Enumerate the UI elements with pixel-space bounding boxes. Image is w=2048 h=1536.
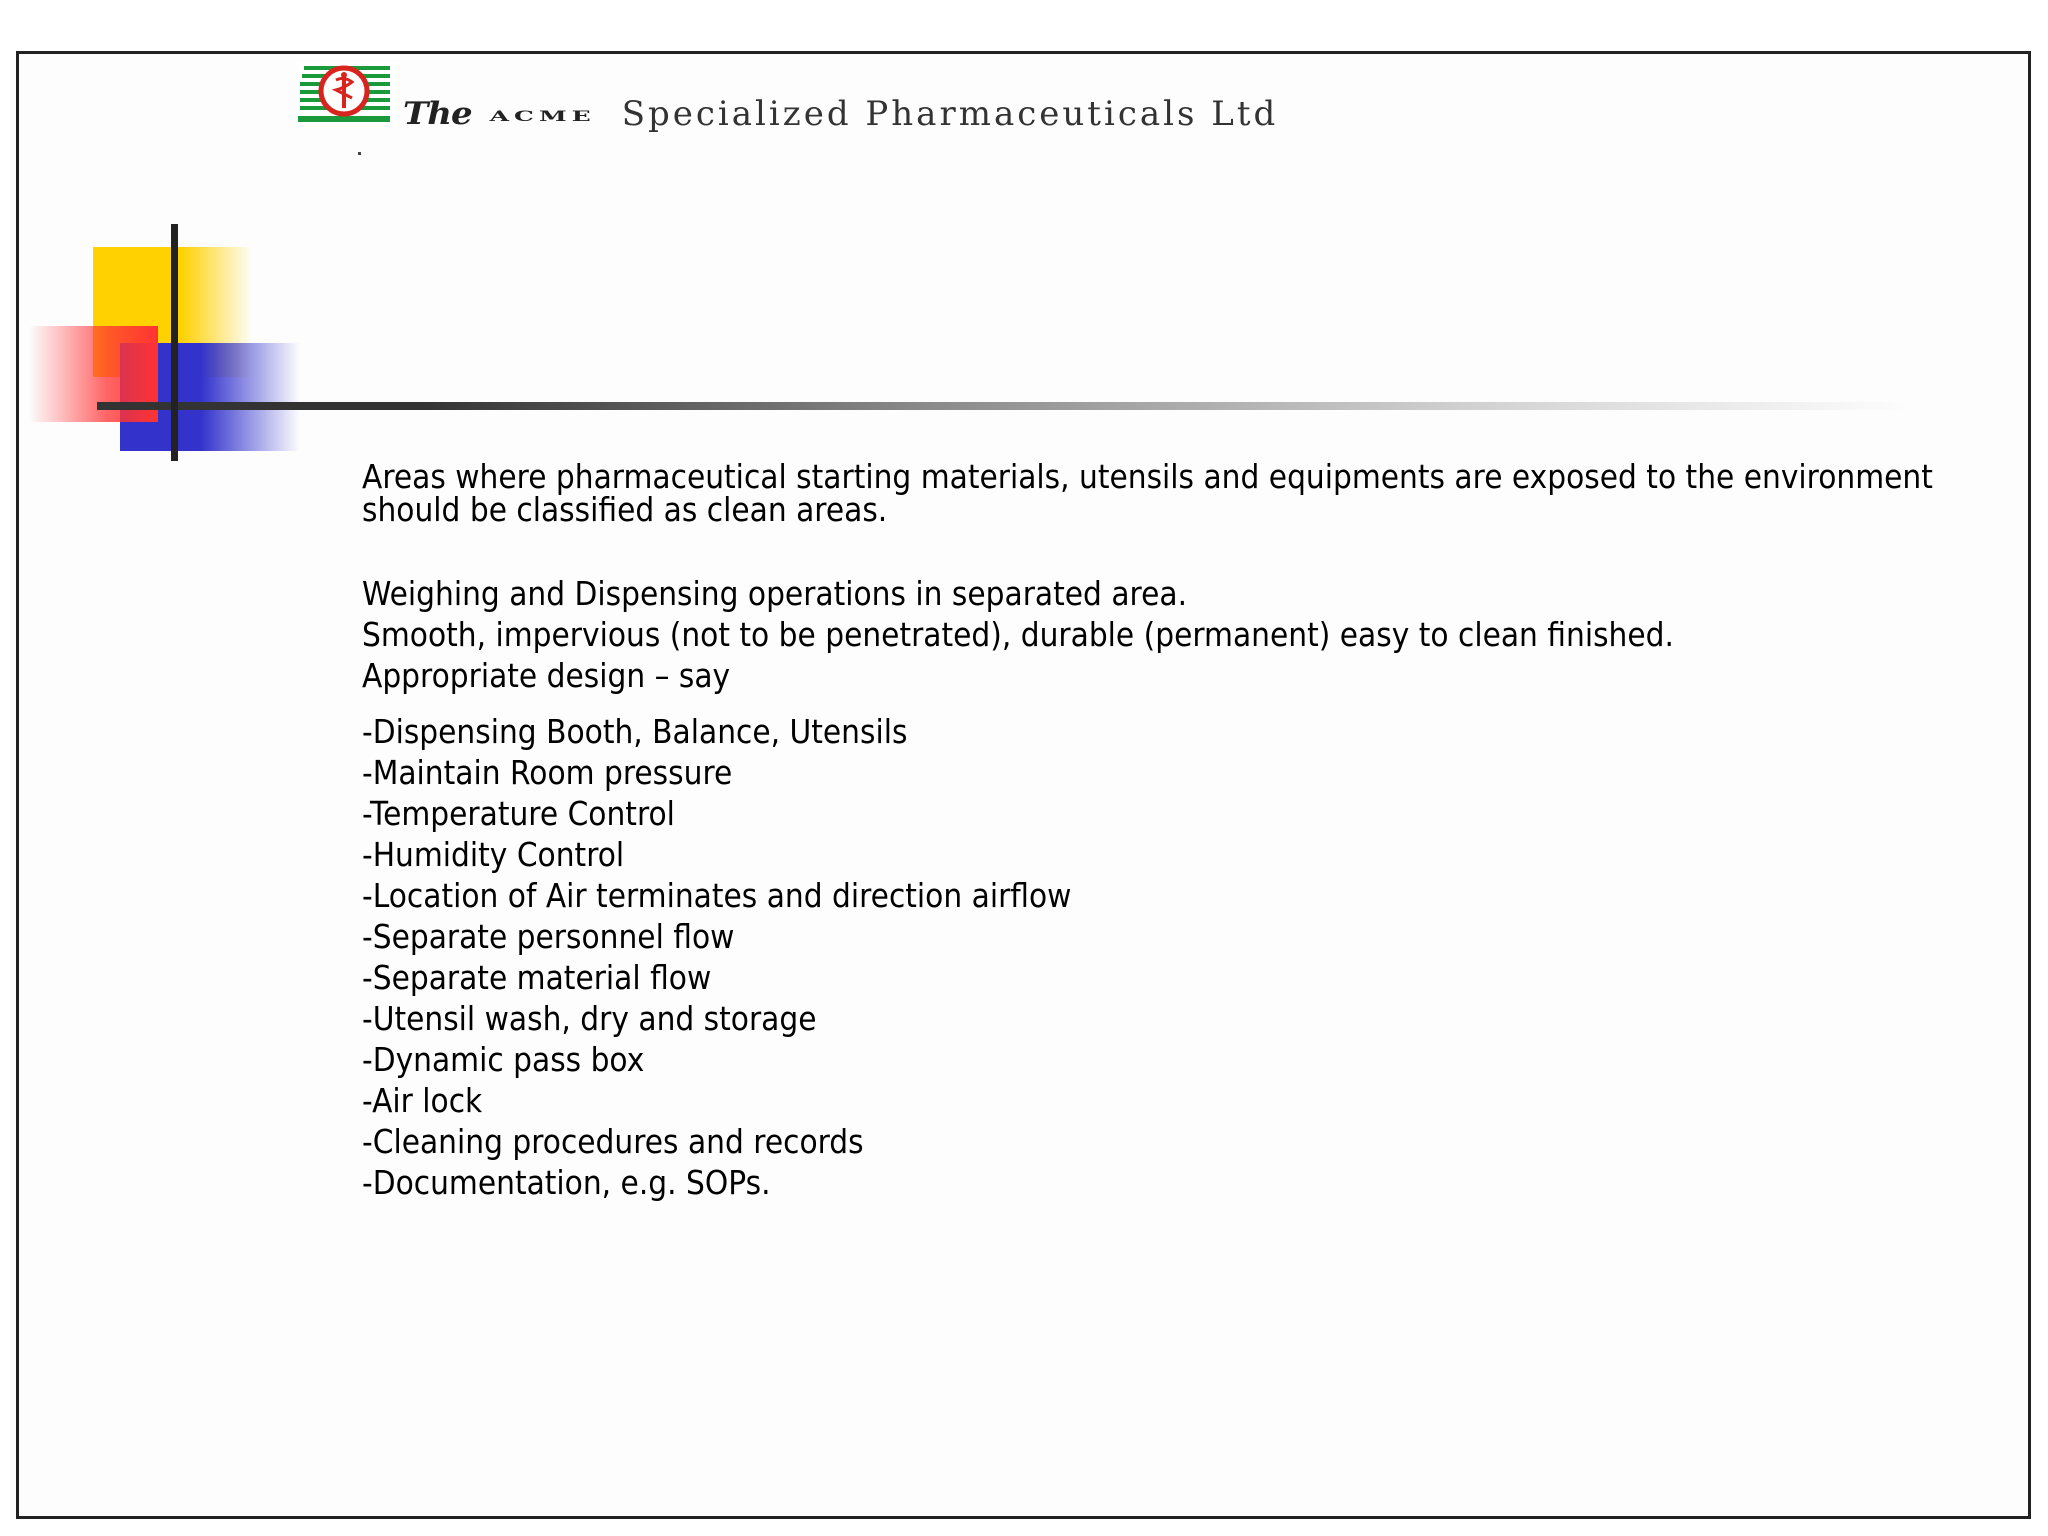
intro-paragraph: Areas where pharmaceutical starting materials, utensils and equipments are exposed to the environment should be classified as clean areas. — [362, 457, 1933, 529]
list-item: -Temperature Control — [362, 794, 675, 833]
requirement-line: Appropriate design – say — [362, 656, 731, 695]
list-item: -Separate personnel flow — [362, 917, 735, 956]
requirements-block — [362, 573, 1838, 696]
list-item: -Maintain Room pressure — [362, 753, 733, 792]
list-item: -Cleaning procedures and records — [362, 1122, 864, 1161]
design-items-list — [362, 711, 1838, 1203]
decor-vertical-rule — [171, 224, 178, 461]
brand-rest: Specialized Pharmaceuticals Ltd — [621, 94, 1279, 134]
list-item: -Humidity Control — [362, 835, 625, 874]
list-item: -Location of Air terminates and direction airflow — [362, 876, 1072, 915]
requirement-line: Weighing and Dispensing operations in separated area. — [362, 574, 1188, 613]
brand-acme: ACME — [489, 108, 596, 125]
list-item: -Utensil wash, dry and storage — [362, 999, 817, 1038]
list-item: -Air lock — [362, 1081, 483, 1120]
list-item: -Dynamic pass box — [362, 1040, 645, 1079]
list-item: -Dispensing Booth, Balance, Utensils — [362, 712, 908, 751]
list-item: -Separate material flow — [362, 958, 712, 997]
slide — [16, 51, 2031, 1519]
acme-caduceus-logo-icon — [298, 62, 398, 128]
decor-horizontal-rule — [97, 402, 1907, 410]
list-item: -Documentation, e.g. SOPs. — [362, 1163, 771, 1202]
company-name — [403, 94, 1278, 144]
requirement-line: Smooth, impervious (not to be penetrated), durable (permanent) easy to clean finished. — [362, 615, 1674, 654]
brand-the: The — [403, 96, 472, 132]
header-dot — [358, 152, 361, 155]
slide-body — [362, 457, 1933, 1203]
